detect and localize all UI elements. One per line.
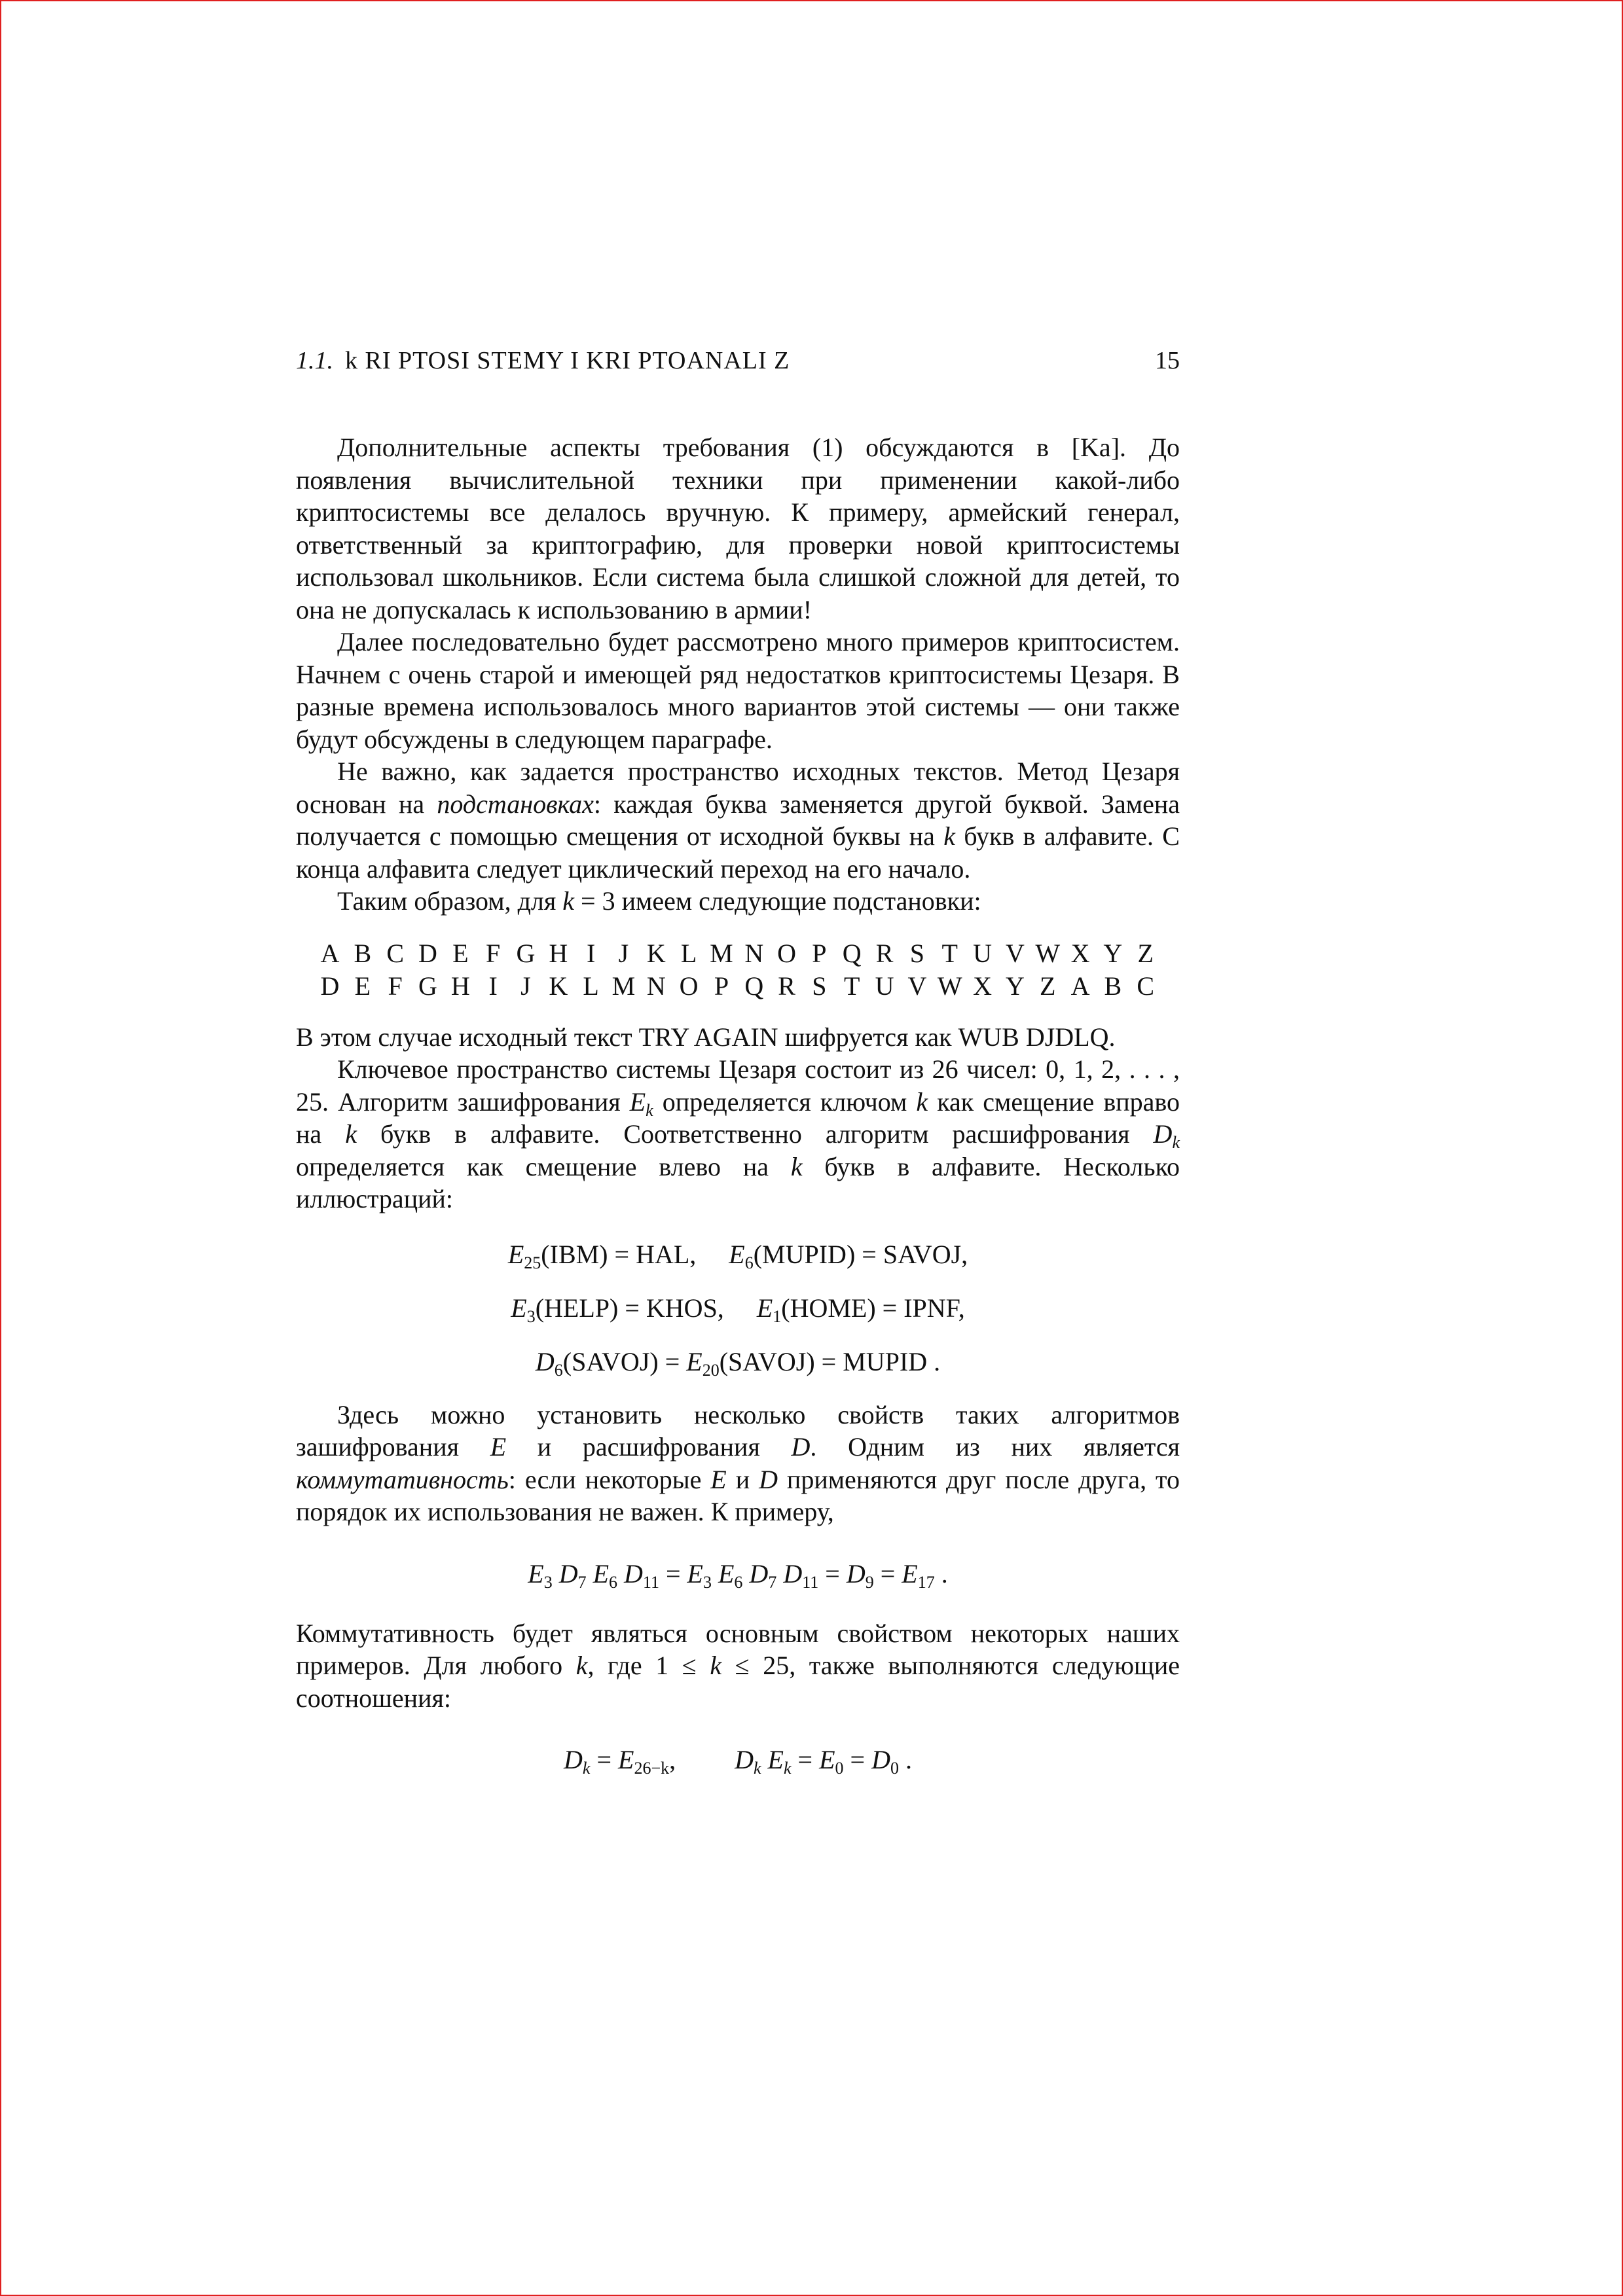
math-E: E <box>507 1239 524 1269</box>
plain-letter: R <box>875 938 894 968</box>
equation-text: (MUPID) = SAVOJ, <box>753 1239 968 1269</box>
paragraph-8-part-a: Коммутативность будет являться основным свойством некоторых наших примеров. Для любого <box>296 1618 1180 1680</box>
math-subscript: k <box>1172 1133 1180 1152</box>
cipher-letter: C <box>1137 971 1155 1001</box>
cipher-letter: G <box>418 971 437 1001</box>
math-subscript: 0 <box>835 1759 844 1778</box>
paragraph-6-part-c: как смещение вправо на <box>296 1086 1180 1149</box>
cipher-letter: N <box>646 971 666 1001</box>
equation-text: (HELP) = KHOS, <box>535 1293 724 1323</box>
math-D: D <box>1153 1119 1173 1149</box>
equation-line-1 <box>296 1235 1180 1274</box>
math-subscript: k <box>754 1759 761 1778</box>
cipher-letter: M <box>611 971 636 1001</box>
math-k: k <box>916 1086 928 1117</box>
paragraph-5: В этом случае исходный текст TRY AGAIN шифруется как WUB DJDLQ. <box>296 1022 1116 1052</box>
math-subscript: 20 <box>702 1360 720 1380</box>
equation-text: (IBM) = HAL, <box>541 1239 697 1269</box>
math-subscript: 3 <box>543 1572 553 1592</box>
plain-letter: X <box>1070 938 1090 968</box>
math-D: D <box>735 1745 754 1774</box>
plain-letter: Z <box>1137 938 1154 968</box>
page-number: 15 <box>1155 347 1180 374</box>
equals-sign: = <box>659 1558 687 1588</box>
math-E: E <box>819 1745 835 1774</box>
comma: , <box>669 1745 676 1774</box>
equation-text: (SAVOJ) = <box>562 1346 687 1376</box>
paragraph-3-part-a: Не важно, как задается пространство исходных текстов. Метод Цезаря основан на <box>296 757 1180 819</box>
math-E: E <box>511 1293 527 1323</box>
paragraph-3-part-b: : каждая буква заменяется другой буквой. Замена получается с помощью смещения от исходной буквы на <box>296 789 1180 851</box>
cipher-letter: L <box>583 971 599 1001</box>
math-subscript: 11 <box>802 1572 819 1592</box>
math-D: D <box>871 1745 890 1774</box>
cipher-letter: W <box>937 971 962 1001</box>
math-subscript: 0 <box>890 1759 899 1778</box>
plain-letter: V <box>1005 938 1025 968</box>
math-subscript: 9 <box>865 1572 874 1592</box>
math-subscript: k <box>783 1759 792 1778</box>
plain-letter: Q <box>842 938 862 968</box>
equation-line-2 <box>296 1289 1180 1328</box>
paragraph-4 <box>296 885 1180 918</box>
math-subscript: 26−k <box>634 1759 670 1778</box>
math-E: E <box>490 1432 507 1462</box>
plain-letter: J <box>618 938 629 968</box>
cipher-letter: A <box>1070 971 1090 1001</box>
cipher-letter: D <box>320 971 340 1001</box>
cipher-letter: J <box>520 971 531 1001</box>
equation-final <box>296 1740 1180 1780</box>
math-E: E <box>618 1745 634 1774</box>
paragraph-2: Далее последовательно будет рассмотрено много примеров криптосистем. Начнем с очень старой и имеющей ряд недостатков криптосистемы Цезаря. В разные времена использовалось много вариантов этой системы — они также будут обсуждены в следующем параграфе. <box>296 627 1180 754</box>
plain-letter: F <box>486 938 501 968</box>
plain-letter: T <box>941 938 958 968</box>
plain-letter: Y <box>1103 938 1123 968</box>
math-subscript: 6 <box>554 1360 563 1380</box>
substitution-table <box>306 937 1170 1003</box>
math-E: E <box>686 1346 702 1376</box>
paragraph-7-part-f: применяются друг после друга, то порядок их использования не важен. К примеру, <box>296 1464 1180 1526</box>
cipher-letter: H <box>450 971 470 1001</box>
cipher-letter: O <box>679 971 699 1001</box>
emphasis-kommutativnost: коммутативность <box>296 1464 509 1494</box>
running-head-left <box>296 345 790 378</box>
math-D: D <box>846 1558 866 1588</box>
paragraph-3 <box>296 755 1180 885</box>
paragraph-7-part-a: Здесь можно установить несколько свойств таких алгоритмов зашифрования <box>296 1399 1180 1462</box>
cipher-letter: Y <box>1005 971 1025 1001</box>
math-subscript: 6 <box>744 1253 754 1272</box>
plain-letter: O <box>777 938 797 968</box>
math-subscript: 6 <box>609 1572 618 1592</box>
math-E: E <box>729 1239 745 1269</box>
cipher-letter: R <box>778 971 795 1001</box>
equals-sign: = <box>590 1745 618 1774</box>
math-E: E <box>718 1558 735 1588</box>
plain-letter: U <box>973 938 992 968</box>
paragraph-6-part-f: букв в алфавите. Несколько иллюстраций: <box>296 1151 1180 1213</box>
cipher-letter: P <box>714 971 729 1001</box>
paragraph-7 <box>296 1399 1180 1528</box>
math-subscript: 6 <box>734 1572 743 1592</box>
math-E: E <box>593 1558 610 1588</box>
paragraph-6-part-b: определяется ключом <box>653 1086 917 1117</box>
math-D: D <box>791 1432 811 1462</box>
paragraph-6-part-d: букв в алфавите. Соответственно алгоритм расшифрования <box>356 1119 1154 1149</box>
math-D: D <box>624 1558 643 1588</box>
math-k: k <box>562 886 575 916</box>
paragraph-7-part-d: : если некоторые <box>508 1464 711 1494</box>
equals-sign: = <box>873 1558 902 1588</box>
paragraph-6 <box>296 1053 1180 1215</box>
math-E: E <box>756 1293 773 1323</box>
math-E: E <box>629 1086 646 1117</box>
paragraph-1: Дополнительные аспекты требования (1) обсуждаются в [Ka]. До появления вычислительной техники при применении какой-либо криптосистемы все делалось вручную. К примеру, армейский генерал, ответственный за криптографию, для проверки новой криптосистемы использовал школьников. Если система была слишкой сложной для детей, то она не допускалась к использованию в армии! <box>296 433 1180 624</box>
math-E: E <box>902 1558 918 1588</box>
section-title: k RI PTOSI STEMY I KRI PTOANALI Z <box>345 347 790 374</box>
plain-letter: K <box>646 938 666 968</box>
paragraph-7-part-c: . Одним из них является <box>810 1432 1180 1462</box>
cipher-letter: K <box>549 971 568 1001</box>
math-D: D <box>783 1558 803 1588</box>
math-D: D <box>564 1745 583 1774</box>
section-number: 1.1. <box>296 347 333 374</box>
math-E: E <box>767 1745 784 1774</box>
substitution-row-cipher <box>306 970 1170 1003</box>
plain-letter: C <box>386 938 404 968</box>
math-k: k <box>790 1151 803 1181</box>
text-block <box>296 345 1180 1803</box>
paragraph-4-part-b: = 3 имеем следующие подстановки: <box>574 886 981 916</box>
equation-text: (HOME) = IPNF, <box>781 1293 965 1323</box>
paragraph-8-part-b: , где 1 ≤ <box>587 1651 710 1680</box>
math-subscript: 17 <box>917 1572 935 1592</box>
math-subscript: 1 <box>773 1306 782 1326</box>
math-D: D <box>535 1346 555 1376</box>
substitution-row-plain <box>306 937 1170 970</box>
cipher-letter: S <box>812 971 827 1001</box>
cipher-letter: F <box>388 971 403 1001</box>
plain-letter: L <box>680 938 697 968</box>
equation-line-3 <box>296 1342 1180 1382</box>
math-k: k <box>943 821 955 851</box>
equation-text: (SAVOJ) = MUPID . <box>719 1346 941 1376</box>
equals-sign: = <box>818 1558 847 1588</box>
cipher-letter: Q <box>744 971 764 1001</box>
running-head <box>296 345 1180 384</box>
math-k: k <box>575 1651 588 1680</box>
plain-letter: I <box>586 938 596 968</box>
plain-letter: B <box>354 938 372 968</box>
math-k: k <box>710 1651 722 1680</box>
plain-letter: E <box>452 938 469 968</box>
math-k: k <box>345 1119 357 1149</box>
math-D: D <box>759 1464 778 1494</box>
plain-letter: S <box>909 938 925 968</box>
cipher-letter: X <box>973 971 992 1001</box>
paragraph-8 <box>296 1617 1180 1715</box>
plain-letter: D <box>418 938 437 968</box>
equation-commutativity <box>296 1554 1180 1594</box>
equation-group <box>296 1235 1180 1382</box>
plain-letter: M <box>710 938 733 968</box>
cipher-letter: I <box>488 971 498 1001</box>
math-E: E <box>710 1464 727 1494</box>
equals-sign: = <box>843 1745 872 1774</box>
math-E: E <box>687 1558 703 1588</box>
equation-end: . <box>934 1558 948 1588</box>
paragraph-7-part-e: и <box>726 1464 759 1494</box>
plain-letter: P <box>812 938 827 968</box>
plain-letter: G <box>516 938 536 968</box>
math-D: D <box>558 1558 578 1588</box>
paragraph-7-part-b: и расшифрования <box>506 1432 792 1462</box>
cipher-letter: E <box>354 971 371 1001</box>
paragraph-6-part-e: определяется как смещение влево на <box>296 1151 791 1181</box>
cipher-letter: B <box>1104 971 1122 1001</box>
math-subscript: 3 <box>702 1572 712 1592</box>
math-D: D <box>749 1558 769 1588</box>
cipher-letter: U <box>875 971 894 1001</box>
plain-letter: H <box>549 938 568 968</box>
equation-end: . <box>898 1745 912 1774</box>
paragraph-6-part-a: Ключевое пространство системы Цезаря состоит из 26 чисел: 0, 1, 2, . . . , 25. Алгоритм зашифрования <box>296 1054 1180 1117</box>
math-subscript: k <box>582 1759 591 1778</box>
plain-letter: N <box>744 938 764 968</box>
equals-sign: = <box>791 1745 820 1774</box>
math-subscript: 3 <box>526 1306 536 1326</box>
math-subscript: 25 <box>524 1253 541 1272</box>
math-subscript: 7 <box>768 1572 777 1592</box>
emphasis-podstanovkah: подстановках <box>437 789 594 819</box>
cipher-letter: V <box>907 971 927 1001</box>
paragraph-8-part-c: ≤ 25, также выполняются следующие соотношения: <box>296 1651 1180 1713</box>
math-subscript: 11 <box>642 1572 659 1592</box>
paragraph-3-part-c: букв в алфавите. С конца алфавита следует циклический переход на его начало. <box>296 821 1180 884</box>
cipher-letter: T <box>844 971 860 1001</box>
plain-letter: A <box>320 938 340 968</box>
math-subscript: k <box>646 1100 653 1120</box>
paragraph-4-part-a: Таким образом, для <box>337 886 563 916</box>
plain-letter: W <box>1035 938 1061 968</box>
math-E: E <box>528 1558 544 1588</box>
cipher-letter: Z <box>1040 971 1056 1001</box>
math-subscript: 7 <box>577 1572 587 1592</box>
